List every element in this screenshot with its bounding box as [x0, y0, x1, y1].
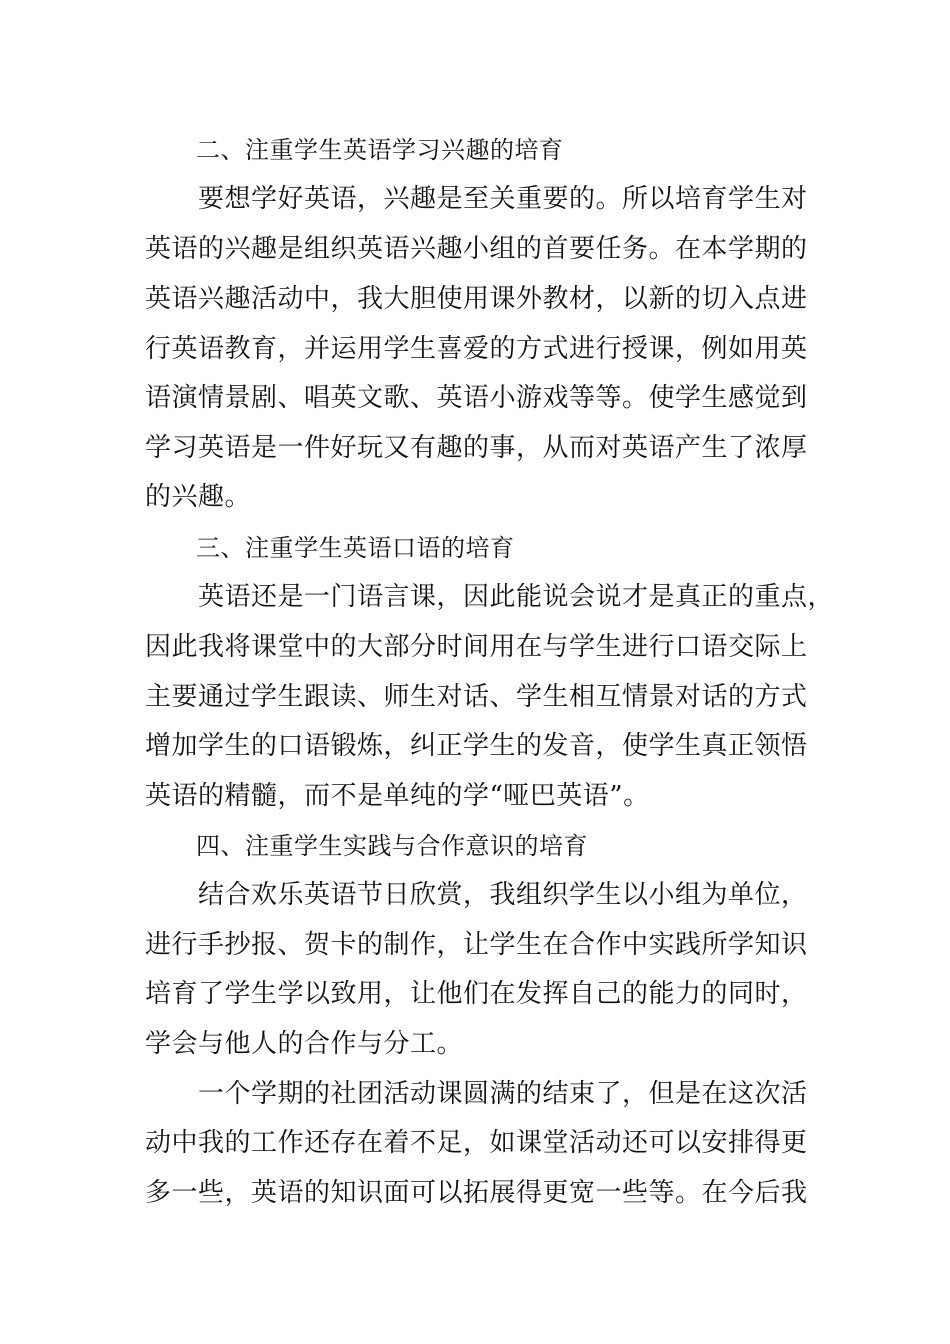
paragraph-line: 学会与他人的合作与分工。: [145, 1029, 464, 1059]
paragraph-line: 英语还是一门语言课，因此能说会说才是真正的重点，: [198, 582, 835, 612]
paragraph-line: 进行手抄报、贺卡的制作，让学生在合作中实践所学知识: [145, 930, 808, 960]
paragraph-line: 英语兴趣活动中，我大胆使用课外教材，以新的切入点进: [145, 284, 808, 314]
paragraph-line: 培育了学生学以致用，让他们在发挥自己的能力的同时，: [145, 979, 808, 1009]
paragraph-line: 多一些，英语的知识面可以拓展得更宽一些等。在今后我: [145, 1178, 808, 1208]
paragraph-line: 要想学好英语，兴趣是至关重要的。所以培育学生对: [198, 184, 808, 214]
section-heading: 四、注重学生实践与合作意识的培育: [196, 832, 588, 860]
paragraph-line: 动中我的工作还存在着不足，如课堂活动还可以安排得更: [145, 1128, 808, 1158]
paragraph-line: 结合欢乐英语节日欣赏，我组织学生以小组为单位，: [198, 880, 808, 910]
paragraph-line: 学习英语是一件好玩又有趣的事，从而对英语产生了浓厚: [145, 433, 808, 463]
paragraph-line: 语演情景剧、唱英文歌、英语小游戏等等。使学生感觉到: [145, 383, 808, 413]
paragraph-line: 的兴趣。: [145, 482, 252, 512]
paragraph-line: 因此我将课堂中的大部分时间用在与学生进行口语交际上: [145, 632, 808, 662]
paragraph-line: 增加学生的口语锻炼，纠正学生的发音，使学生真正领悟: [145, 731, 808, 761]
paragraph-line: 英语的兴趣是组织英语兴趣小组的首要任务。在本学期的: [145, 234, 808, 264]
section-heading: 三、注重学生英语口语的培育: [196, 534, 515, 562]
section-heading: 二、注重学生英语学习兴趣的培育: [196, 136, 564, 164]
paragraph-line: 一个学期的社团活动课圆满的结束了，但是在这次活: [198, 1079, 808, 1109]
paragraph-line: 主要通过学生跟读、师生对话、学生相互情景对话的方式: [145, 682, 808, 712]
paragraph-line: 英语的精髓，而不是单纯的学“哑巴英语”。: [145, 781, 650, 811]
paragraph-line: 行英语教育，并运用学生喜爱的方式进行授课，例如用英: [145, 334, 808, 364]
